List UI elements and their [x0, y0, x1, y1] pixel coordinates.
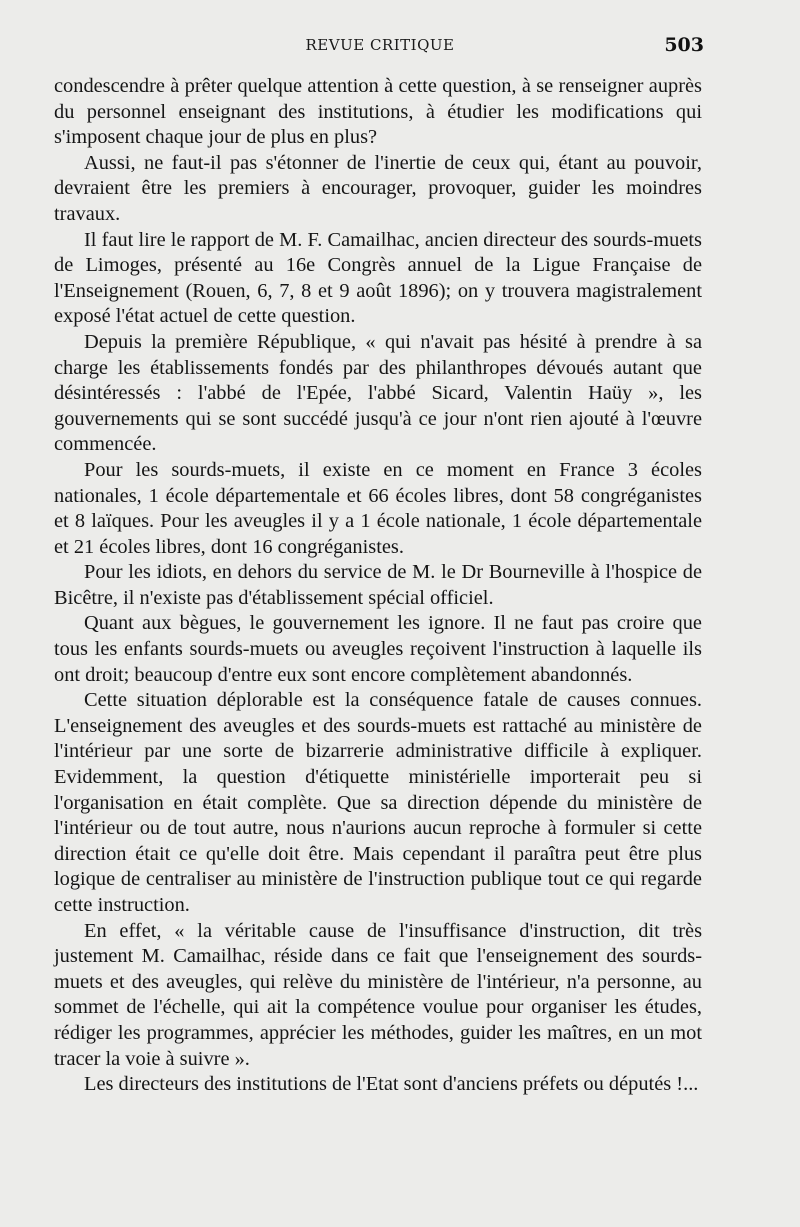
- paragraph: Quant aux bègues, le gouvernement les ignore. Il ne faut pas croire que tous les enfants sourds-muets ou aveugles reçoivent l'instruction à laquelle ils ont droit; beaucoup d'entre eux sont encore complètement abandonnés.: [54, 612, 702, 686]
- paragraph: condescendre à prêter quelque attention à cette question, à se renseigner auprès du personnel enseignant des institutions, à étudier les modifications qui s'imposent chaque jour de plus en plus?: [54, 75, 702, 149]
- paragraph: Pour les sourds-muets, il existe en ce moment en France 3 écoles nationales, 1 école départementale et 66 écoles libres, dont 58 congréganistes et 8 laïques. Pour les aveugles il y a 1 école nationale, 1 école départementale et 21 écoles libres, dont 16 congréganistes.: [54, 458, 702, 558]
- paragraph: Cette situation déplorable est la conséquence fatale de causes connues. L'enseignement des aveugles et des sourds-muets est rattaché au ministère de l'intérieur par une sorte de bizarrerie administrative difficile à expliquer. Evidemment, la question d'étiquette ministérielle importerait peu si l'organisation en était complète. Que sa direction dépende du ministère de l'intérieur ou de tout autre, nous n'aurions aucun reproche à formuler si cette direction était ce qu'elle doit être. Mais cependant il paraîtra peut être plus logique de centraliser au ministère de l'instruction publique tout ce qui regarde cette instruction.: [54, 689, 702, 916]
- paragraph: Il faut lire le rapport de M. F. Camailhac, ancien directeur des sourds-muets de Limoges, présenté au 16e Congrès annuel de la Ligue Française de l'Enseignement (Rouen, 6, 7, 8 et 9 août 1896); on y trouvera magistralement exposé l'état actuel de cette question.: [54, 228, 702, 328]
- page-number: 503: [664, 34, 704, 56]
- body-text: [54, 74, 702, 1098]
- page-header: [60, 34, 704, 62]
- paragraph: Aussi, ne faut-il pas s'étonner de l'inertie de ceux qui, étant au pouvoir, devraient être les premiers à encourager, provoquer, guider les moindres travaux.: [54, 151, 702, 225]
- running-head: REVUE CRITIQUE: [305, 36, 455, 54]
- paragraph: Les directeurs des institutions de l'Etat sont d'anciens préfets ou députés !...: [84, 1073, 699, 1096]
- paragraph: Depuis la première République, « qui n'avait pas hésité à prendre à sa charge les établissements fondés par des philanthropes dévoués autant que désintéressés : l'abbé de l'Epée, l'abbé Sicard, Valentin Haüy », les gouvernements qui se sont succédé jusqu'à ce jour n'ont rien ajouté à l'œuvre commencée.: [54, 330, 702, 456]
- paragraph: En effet, « la véritable cause de l'insuffisance d'instruction, dit très justement M. Camailhac, réside dans ce fait que l'enseignement des sourds-muets et des aveugles, qui relève du ministère de l'intérieur, n'a personne, au sommet de l'échelle, qui ait la compétence voulue pour organiser les études, rédiger les programmes, apprécier les méthodes, guider les maîtres, en un mot tracer la voie à suivre ».: [54, 919, 702, 1070]
- paragraph: Pour les idiots, en dehors du service de M. le Dr Bourneville à l'hospice de Bicêtre, il n'existe pas d'établissement spécial officiel.: [54, 561, 702, 609]
